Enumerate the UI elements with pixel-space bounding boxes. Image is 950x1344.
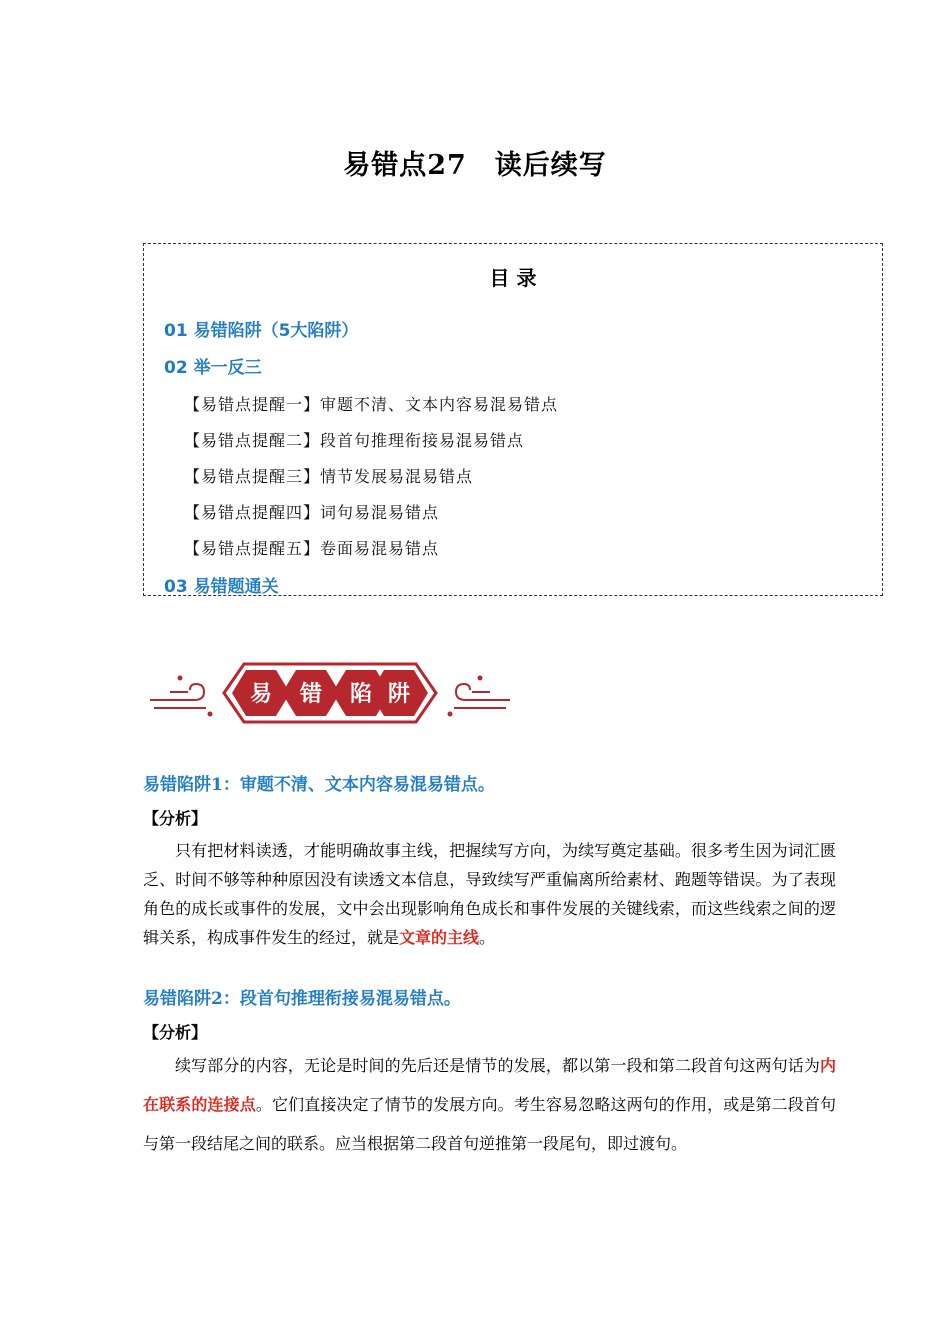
trap-2-paragraph [143, 1046, 836, 1163]
highlight-text: 文章的主线 [399, 928, 480, 947]
trap-1-heading: 易错陷阱1：审题不清、文本内容易混易错点。 [143, 775, 495, 795]
toc-item[interactable]: 【易错点提醒四】词句易混易错点 [184, 503, 440, 522]
banner-char: 易 [249, 682, 273, 707]
toc-item[interactable]: 【易错点提醒三】情节发展易混易错点 [184, 467, 474, 486]
trap-1-paragraph [143, 836, 836, 952]
toc-item[interactable]: 【易错点提醒五】卷面易混易错点 [184, 539, 440, 558]
section-banner [150, 660, 510, 726]
trap-2-analysis-label: 【分析】 [143, 1023, 208, 1042]
trap-1-analysis-label: 【分析】 [143, 809, 208, 828]
highlight-text: 内在联系的连接点 [143, 1056, 836, 1114]
banner-char: 阱 [387, 682, 411, 707]
toc-section-3[interactable]: 03 易错题通关 [164, 577, 279, 597]
banner-char: 陷 [349, 682, 373, 707]
trap-2-heading: 易错陷阱2：段首句推理衔接易混易错点。 [143, 989, 461, 1009]
right-dot-top [478, 676, 483, 681]
right-swirl-decoration [454, 684, 510, 708]
toc-item[interactable]: 【易错点提醒一】审题不清、文本内容易混易错点 [184, 395, 559, 414]
right-dot-bottom [448, 712, 453, 717]
table-of-contents [143, 243, 883, 596]
toc-section-1[interactable]: 01 易错陷阱（5大陷阱） [164, 321, 359, 341]
toc-section-2[interactable]: 02 举一反三 [164, 358, 262, 378]
left-dot-bottom [208, 712, 213, 717]
paragraph-text: 只有把材料读透，才能明确故事主线，把握续写方向，为续写奠定基础。很多考生因为词汇匮乏、时间不够等种种原因没有读透文本信息，导致续写严重偏离所给素材、跑题等错误。为了表现角色的成长或事件的发展，文中会出现影响角色成长和事件发展的关键线索，而这些线索之间的逻辑关系，构成事件发生的经过，就是 [143, 841, 836, 947]
toc-heading: 目 录 [489, 266, 537, 290]
paragraph-text: 。 [479, 928, 496, 947]
paragraph-text: 。它们直接决定了情节的发展方向。考生容易忽略这两句的作用，或是第二段首句与第一段结尾之间的联系。应当根据第二段首句逆推第一段尾句，即过渡句。 [143, 1095, 836, 1153]
left-swirl-decoration [150, 684, 206, 708]
paragraph-text: 续写部分的内容，无论是时间的先后还是情节的发展，都以第一段和第二段首句这两句话为 [175, 1056, 820, 1075]
banner-char: 错 [299, 682, 323, 707]
toc-item[interactable]: 【易错点提醒二】段首句推理衔接易混易错点 [184, 431, 525, 450]
page-title: 易错点27 读后续写 [343, 150, 607, 181]
left-dot-top [178, 676, 183, 681]
